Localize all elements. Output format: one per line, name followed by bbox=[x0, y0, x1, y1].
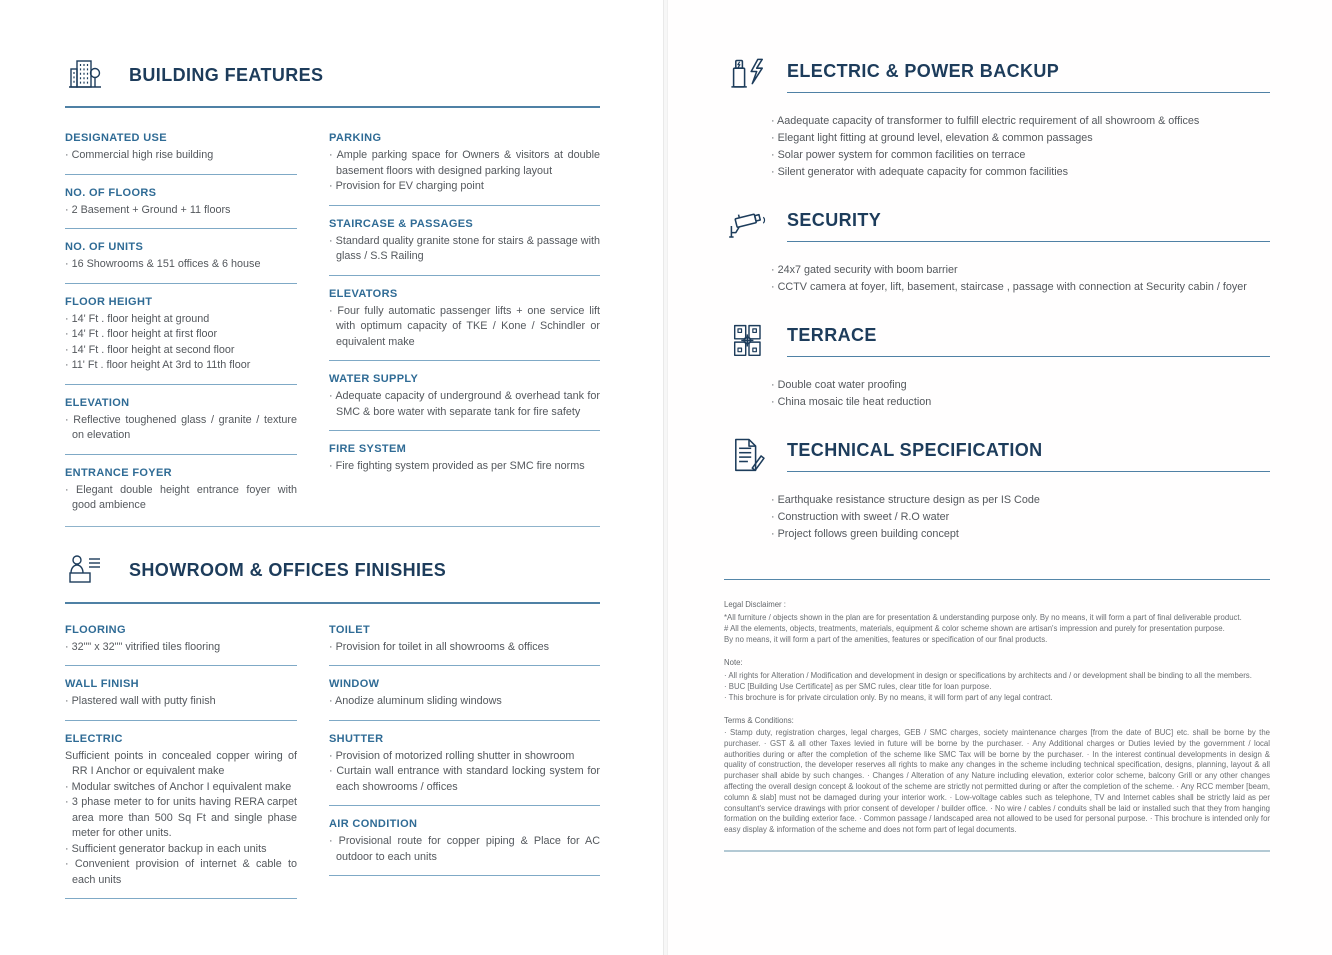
feature-line: · Provision for EV charging point bbox=[329, 180, 484, 192]
right-page bbox=[668, 0, 1332, 955]
feature-heading: ELEVATION bbox=[65, 396, 130, 409]
bullet-line: · China mosaic tile heat reduction bbox=[771, 396, 932, 408]
feature-heading: WINDOW bbox=[329, 678, 380, 690]
bullet-line: · Elegant light fitting at ground level, elevation & common passages bbox=[771, 132, 1093, 144]
feature-line: · Provision of motorized rolling shutter in showroom bbox=[329, 749, 575, 762]
feature-heading: FLOORING bbox=[65, 623, 126, 636]
feature-line: Sufficient points in concealed copper wiring of RR I Anchor or equivalent make bbox=[65, 749, 297, 777]
feature-line: · Modular switches of Anchor I equivalent make bbox=[65, 780, 292, 793]
legal-disclaimer bbox=[724, 600, 1270, 645]
feature-line: · 3 phase meter to for units having RERA carpet area more than 500 Sq Ft and single phase meter for other units. bbox=[65, 796, 297, 839]
technical-specification-section bbox=[724, 434, 1270, 543]
security-section bbox=[724, 204, 1270, 296]
feature-item bbox=[65, 733, 297, 900]
title-underline bbox=[787, 92, 1270, 93]
feature-item bbox=[65, 187, 297, 230]
feature-item bbox=[329, 443, 600, 475]
tiles-icon bbox=[727, 319, 771, 363]
item-underline bbox=[65, 454, 297, 455]
feature-line: · 14' Ft . floor height at first floor bbox=[65, 328, 218, 340]
terms-body: · Stamp duty, registration charges, legal charges, GEB / SMC charges, society maintenance charges [from the date of BUC] etc. shall be borne by the purchaser. · GST & all other Taxes levied in future will be borne by the purchaser. · Any Additional charges or Duties levied by the government / local authorities during or after the completion of the scheme like SMC Tax will be borne by the purchaser. · In the interest continual developments in design & quality of construction, the developer reserves all rights to make any changes in the scheme including technical specification, designs, planning, layout & all purchaser shall abide by such changes. · Changes / Alteration of any Nature including elevation, exterior color scheme, balcony Grill or any other changes affecting the overall design concept & lookout of the scheme are strictly not permitted during or after the completion of the scheme. · Any RCC member [beam, column & slab] must not be damaged during your interior work. · Low-voltage cables such as telephone, TV and Internet cables shall be strictly laid as per consultant's service drawings with prior consent of developer / builder office. · No wire / cables / conduits shall be laid or installed such that they from hanging formation on the building exterior face. · Common passage / landscaped area not allowed to be used for personal purpose. · This brochure is intended only for easy display & information of the scheme and does not form part of legal documents. bbox=[724, 728, 1270, 835]
feature-line: · Plastered wall with putty finish bbox=[65, 695, 216, 707]
electric-power-backup-section bbox=[724, 55, 1270, 181]
feature-line: · Reflective toughened glass / granite / texture on elevation bbox=[65, 413, 297, 441]
feature-heading: STAIRCASE & PASSAGES bbox=[329, 217, 474, 230]
item-underline bbox=[65, 898, 297, 899]
legal-section-divider bbox=[724, 579, 1270, 580]
note-line: · This brochure is for private circulation only. By no means, it will form part of any legal contract. bbox=[724, 693, 1053, 702]
bullet-line: · 24x7 gated security with boom barrier bbox=[771, 264, 958, 276]
title-underline bbox=[787, 356, 1270, 357]
feature-line: · Fire fighting system provided as per SMC fire norms bbox=[329, 460, 585, 472]
feature-line: · 2 Basement + Ground + 11 floors bbox=[65, 203, 231, 216]
feature-line: · Elegant double height entrance foyer with good ambience bbox=[65, 483, 297, 511]
legal-line: By no means, it will form a part of the amenities, features or specification of our final products. bbox=[724, 635, 1048, 644]
feature-item bbox=[329, 624, 600, 667]
section-title: SHOWROOM & OFFICES FINISHIES bbox=[129, 560, 447, 580]
feature-heading: ELECTRIC bbox=[65, 732, 123, 745]
feature-heading: AIR CONDITION bbox=[329, 818, 418, 830]
header-underline bbox=[65, 106, 600, 108]
feature-heading: PARKING bbox=[329, 132, 382, 144]
item-underline bbox=[329, 360, 600, 361]
feature-heading: FLOOR HEIGHT bbox=[65, 295, 153, 308]
building-icon bbox=[65, 55, 105, 95]
item-underline bbox=[329, 665, 600, 666]
feature-heading: WALL FINISH bbox=[65, 678, 139, 690]
bullet-line: · Earthquake resistance structure design as per IS Code bbox=[771, 494, 1040, 506]
feature-line: · 14' Ft . floor height at ground bbox=[65, 312, 210, 325]
finishes-header bbox=[65, 551, 600, 591]
bullet-line: · Project follows green building concept bbox=[771, 528, 959, 540]
finishes-columns bbox=[65, 624, 600, 912]
feature-line: · Ample parking space for Owners & visitors at double basement floors with designed parking layout bbox=[329, 149, 600, 177]
feature-item bbox=[329, 733, 600, 807]
item-underline bbox=[65, 174, 297, 175]
section-title: TECHNICAL SPECIFICATION bbox=[787, 440, 1043, 460]
item-underline bbox=[65, 228, 297, 229]
section-title: BUILDING FEATURES bbox=[129, 64, 324, 85]
feature-heading: NO. OF UNITS bbox=[65, 241, 144, 253]
building-features-header bbox=[65, 55, 600, 95]
item-underline bbox=[65, 665, 297, 666]
showroom-desk-icon bbox=[65, 551, 105, 591]
item-underline bbox=[329, 275, 600, 276]
feature-line: · Anodize aluminum sliding windows bbox=[329, 695, 502, 707]
feature-item bbox=[65, 678, 297, 721]
feature-line: · Sufficient generator backup in each units bbox=[65, 842, 267, 855]
section-divider bbox=[65, 526, 600, 527]
note-heading: Note: bbox=[724, 658, 743, 667]
item-underline bbox=[65, 720, 297, 721]
item-underline bbox=[329, 430, 600, 431]
legal-disclaimer-heading: Legal Disclaimer : bbox=[724, 600, 786, 609]
feature-heading: SHUTTER bbox=[329, 732, 384, 745]
terms-heading: Terms & Conditions: bbox=[724, 716, 794, 725]
feature-item bbox=[65, 296, 297, 385]
feature-item bbox=[65, 624, 297, 667]
terms-conditions-block bbox=[724, 716, 1270, 836]
legal-line: *All furniture / objects shown in the plan are for presentation & understanding purpose only. By no means, it will form a part of final deliverable product. bbox=[724, 613, 1242, 622]
feature-line: · 11' Ft . floor height At 3rd to 11th floor bbox=[65, 359, 251, 371]
feature-line: · 16 Showrooms & 151 offices & 6 house bbox=[65, 258, 261, 270]
feature-item bbox=[329, 678, 600, 721]
note-line: · BUC [Building Use Certificate] as per SMC rules, clear title for loan purpose. bbox=[724, 682, 992, 691]
left-page bbox=[0, 0, 663, 955]
title-underline bbox=[787, 471, 1270, 472]
header-underline bbox=[65, 602, 600, 604]
bullet-line: · Solar power system for common facilities on terrace bbox=[771, 149, 1026, 161]
feature-heading: DESIGNATED USE bbox=[65, 132, 167, 144]
item-underline bbox=[65, 283, 297, 284]
feature-item bbox=[329, 373, 600, 431]
feature-line: · Commercial high rise building bbox=[65, 149, 214, 161]
legal-line: # All the elements, objects, treatments, materials, equipment & color scheme shown are artisan's impression and purely for presentation purpose. bbox=[724, 624, 1225, 633]
bullet-line: · CCTV camera at foyer, lift, basement, staircase , passage with connection at Security cabin / foyer bbox=[771, 281, 1247, 293]
bullet-line: · Silent generator with adequate capacity for common facilities bbox=[771, 166, 1069, 178]
ev-charger-icon bbox=[727, 55, 771, 99]
item-underline bbox=[329, 875, 600, 876]
item-underline bbox=[65, 384, 297, 385]
feature-heading: ENTRANCE FOYER bbox=[65, 466, 172, 479]
feature-item bbox=[65, 132, 297, 175]
bullet-line: · Aadequate capacity of transformer to fulfill electric requirement of all showroom & offices bbox=[771, 115, 1200, 127]
section-title: TERRACE bbox=[787, 325, 877, 345]
bottom-rule bbox=[724, 850, 1270, 852]
feature-item bbox=[329, 218, 600, 276]
cctv-camera-icon bbox=[727, 204, 771, 248]
feature-line: · 14' Ft . floor height at second floor bbox=[65, 343, 235, 356]
section-title: ELECTRIC & POWER BACKUP bbox=[787, 61, 1060, 81]
feature-line: · Provision for toilet in all showrooms & offices bbox=[329, 640, 550, 653]
feature-item bbox=[65, 467, 297, 514]
building-features-columns bbox=[65, 132, 600, 514]
item-underline bbox=[329, 205, 600, 206]
feature-item bbox=[329, 288, 600, 362]
feature-line: · Standard quality granite stone for stairs & passage with glass / S.S Railing bbox=[329, 234, 600, 262]
note-line: · All rights for Alteration / Modification and development in design or specifications by architects and / or development shall be binding to all the members. bbox=[724, 671, 1252, 680]
feature-heading: TOILET bbox=[329, 623, 371, 636]
feature-item bbox=[329, 818, 600, 876]
feature-item bbox=[329, 132, 600, 206]
feature-line: · Convenient provision of internet & cable to each units bbox=[65, 858, 297, 886]
feature-line: · Four fully automatic passenger lifts + one service lift with optimum capacity of TKE / Kone / Schindler or equivalent make bbox=[329, 304, 600, 348]
terrace-section bbox=[724, 319, 1270, 411]
feature-line: · Provisional route for copper piping & Place for AC outdoor to each units bbox=[329, 835, 600, 863]
title-underline bbox=[787, 241, 1270, 242]
feature-line: · 32"" x 32"" vitrified tiles flooring bbox=[65, 640, 221, 653]
feature-heading: FIRE SYSTEM bbox=[329, 443, 407, 455]
document-pencil-icon bbox=[727, 434, 771, 478]
feature-item bbox=[65, 241, 297, 284]
item-underline bbox=[329, 805, 600, 806]
bullet-line: · Construction with sweet / R.O water bbox=[771, 511, 950, 523]
feature-heading: ELEVATORS bbox=[329, 287, 398, 300]
feature-line: · Adequate capacity of underground & overhead tank for SMC & bore water with separate tank for fire safety bbox=[329, 390, 600, 418]
feature-item bbox=[65, 397, 297, 455]
feature-line: · Curtain wall entrance with standard locking system for each showrooms / offices bbox=[329, 765, 600, 793]
feature-heading: NO. OF FLOORS bbox=[65, 186, 157, 199]
note-block bbox=[724, 658, 1270, 703]
bullet-line: · Double coat water proofing bbox=[771, 379, 907, 391]
feature-heading: WATER SUPPLY bbox=[329, 373, 419, 385]
section-title: SECURITY bbox=[787, 210, 882, 230]
item-underline bbox=[329, 720, 600, 721]
